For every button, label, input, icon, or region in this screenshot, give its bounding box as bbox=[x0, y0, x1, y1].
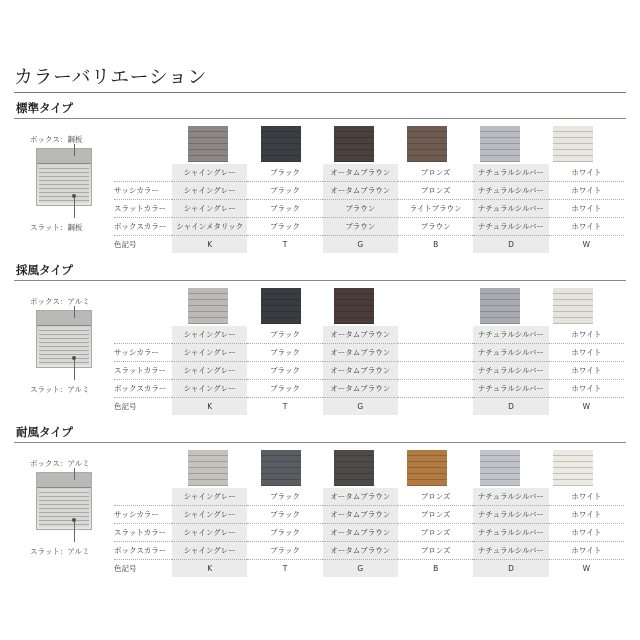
table-cell: B bbox=[433, 240, 439, 249]
row-label: サッシカラー bbox=[114, 344, 172, 362]
table-row bbox=[114, 488, 624, 506]
leader-line bbox=[74, 144, 75, 156]
section-1 bbox=[14, 100, 626, 119]
table-cell: ホワイト bbox=[549, 524, 624, 542]
table-cell: K bbox=[172, 236, 247, 254]
table-cell: ホワイト bbox=[549, 488, 624, 506]
row-label bbox=[114, 164, 172, 182]
table-cell: G bbox=[323, 236, 398, 254]
color-swatch bbox=[188, 450, 228, 486]
table-row bbox=[114, 182, 624, 200]
section-title: 標準タイプ bbox=[16, 101, 73, 115]
leader-dot bbox=[72, 356, 76, 360]
row-label: ボックスカラー bbox=[114, 218, 172, 236]
leader-line bbox=[74, 520, 75, 542]
table-cell: ホワイト bbox=[549, 218, 624, 236]
row-label bbox=[114, 326, 172, 344]
table-cell: ナチュラルシルバー bbox=[473, 218, 548, 236]
table-cell: ナチュラルシルバー bbox=[473, 200, 548, 218]
color-table bbox=[114, 164, 624, 253]
table-cell: シャイングレー bbox=[172, 542, 247, 560]
shutter-image bbox=[36, 472, 92, 530]
table-cell: オータムブラウン bbox=[323, 344, 398, 362]
box-material-label: ボックス：アルミ bbox=[30, 297, 90, 306]
shutter-image bbox=[36, 148, 92, 206]
shutter-image bbox=[36, 310, 92, 368]
table-cell: シャイングレー bbox=[172, 362, 247, 380]
row-label: 色記号 bbox=[114, 564, 137, 573]
row-label: ボックスカラー bbox=[114, 380, 172, 398]
table-cell: ホワイト bbox=[549, 506, 624, 524]
row-label bbox=[114, 488, 172, 506]
leader-line bbox=[74, 196, 75, 218]
row-label: 色記号 bbox=[114, 402, 137, 411]
table-cell bbox=[398, 380, 473, 398]
table-cell: ナチュラルシルバー bbox=[473, 326, 548, 344]
table-cell: オータムブラウン bbox=[323, 506, 398, 524]
row-label: ボックスカラー bbox=[114, 542, 172, 560]
table-cell: オータムブラウン bbox=[323, 326, 398, 344]
table-cell: D bbox=[473, 560, 548, 578]
product-illustration bbox=[22, 292, 96, 402]
table-cell: W bbox=[582, 240, 591, 249]
table-cell bbox=[398, 344, 473, 362]
table-cell: オータムブラウン bbox=[323, 164, 398, 182]
table-cell: ブロンズ bbox=[398, 542, 473, 560]
row-label: サッシカラー bbox=[114, 182, 172, 200]
table-cell: ブロンズ bbox=[398, 524, 473, 542]
table-cell: シャイングレー bbox=[172, 326, 247, 344]
table-cell: ブラック bbox=[247, 182, 322, 200]
color-swatch bbox=[553, 288, 593, 324]
table-cell: シャイングレー bbox=[172, 344, 247, 362]
table-cell: オータムブラウン bbox=[323, 488, 398, 506]
color-swatch bbox=[480, 126, 520, 162]
table-cell: ナチュラルシルバー bbox=[473, 182, 548, 200]
table-cell: ブラック bbox=[247, 524, 322, 542]
table-row bbox=[114, 236, 624, 254]
table-cell: ホワイト bbox=[549, 542, 624, 560]
table-cell: ナチュラルシルバー bbox=[473, 542, 548, 560]
color-swatch bbox=[188, 288, 228, 324]
table-cell: K bbox=[172, 398, 247, 416]
table-cell: シャイングレー bbox=[172, 380, 247, 398]
color-swatch bbox=[334, 288, 374, 324]
table-cell: シャインメタリック bbox=[172, 218, 247, 236]
table-cell: シャイングレー bbox=[172, 182, 247, 200]
table-row bbox=[114, 326, 624, 344]
color-swatch bbox=[334, 450, 374, 486]
leader-line bbox=[74, 468, 75, 480]
table-row bbox=[114, 398, 624, 416]
table-cell: ブロンズ bbox=[398, 182, 473, 200]
row-label: スラットカラー bbox=[114, 362, 172, 380]
slat-material-label: スラット：アルミ bbox=[30, 385, 90, 394]
table-cell: ホワイト bbox=[549, 164, 624, 182]
title-divider bbox=[14, 92, 626, 93]
leader-dot bbox=[72, 518, 76, 522]
table-cell: T bbox=[282, 402, 288, 411]
color-swatch bbox=[188, 126, 228, 162]
row-label: サッシカラー bbox=[114, 506, 172, 524]
table-cell: D bbox=[473, 398, 548, 416]
color-swatch bbox=[407, 126, 447, 162]
table-cell: ナチュラルシルバー bbox=[473, 488, 548, 506]
color-swatch bbox=[553, 450, 593, 486]
color-swatch bbox=[261, 450, 301, 486]
table-cell: シャイングレー bbox=[172, 524, 247, 542]
table-cell: シャイングレー bbox=[172, 488, 247, 506]
slat-material-label: スラット：アルミ bbox=[30, 547, 90, 556]
table-cell: G bbox=[323, 398, 398, 416]
table-cell: オータムブラウン bbox=[323, 524, 398, 542]
table-cell: ホワイト bbox=[549, 380, 624, 398]
row-label: 色記号 bbox=[114, 240, 137, 249]
section-divider bbox=[14, 280, 626, 281]
leader-dot bbox=[72, 194, 76, 198]
table-cell bbox=[398, 326, 473, 344]
box-material-label: ボックス：アルミ bbox=[30, 459, 90, 468]
table-cell: オータムブラウン bbox=[323, 182, 398, 200]
table-cell: ブラウン bbox=[323, 200, 398, 218]
table-cell: K bbox=[172, 560, 247, 578]
box-material-label: ボックス：鋼板 bbox=[30, 135, 83, 144]
table-cell: ナチュラルシルバー bbox=[473, 506, 548, 524]
table-cell: ブラック bbox=[247, 542, 322, 560]
section-title: 採風タイプ bbox=[16, 263, 73, 277]
color-swatch bbox=[334, 126, 374, 162]
table-cell: W bbox=[582, 402, 591, 411]
table-cell: G bbox=[323, 560, 398, 578]
table-cell: ブラック bbox=[247, 506, 322, 524]
table-cell: ホワイト bbox=[549, 326, 624, 344]
table-row bbox=[114, 506, 624, 524]
table-cell: ナチュラルシルバー bbox=[473, 524, 548, 542]
table-cell: ブロンズ bbox=[398, 488, 473, 506]
table-cell: オータムブラウン bbox=[323, 380, 398, 398]
table-cell: シャイングレー bbox=[172, 506, 247, 524]
table-cell: T bbox=[282, 240, 288, 249]
table-cell: ブラック bbox=[247, 164, 322, 182]
section-title: 耐風タイプ bbox=[16, 425, 73, 439]
table-cell: シャイングレー bbox=[172, 200, 247, 218]
table-cell: ブラウン bbox=[323, 218, 398, 236]
table-row bbox=[114, 362, 624, 380]
table-row bbox=[114, 200, 624, 218]
table-cell: T bbox=[282, 564, 288, 573]
shutter-box bbox=[37, 149, 91, 164]
leader-line bbox=[74, 358, 75, 380]
table-cell: ホワイト bbox=[549, 362, 624, 380]
color-swatch bbox=[261, 126, 301, 162]
table-cell: オータムブラウン bbox=[323, 542, 398, 560]
section-2 bbox=[14, 262, 626, 281]
table-cell: ホワイト bbox=[549, 344, 624, 362]
section-divider bbox=[14, 442, 626, 443]
table-cell: オータムブラウン bbox=[323, 362, 398, 380]
table-row bbox=[114, 218, 624, 236]
table-cell: ブロンズ bbox=[398, 506, 473, 524]
shutter-slats bbox=[39, 489, 89, 527]
table-cell: ライトブラウン bbox=[398, 200, 473, 218]
table-cell: ナチュラルシルバー bbox=[473, 164, 548, 182]
page-title: カラーバリエーション bbox=[14, 66, 207, 88]
table-cell: ブロンズ bbox=[398, 164, 473, 182]
color-swatch bbox=[261, 288, 301, 324]
table-cell: ブラック bbox=[247, 218, 322, 236]
table-cell: ブラック bbox=[247, 380, 322, 398]
row-label: スラットカラー bbox=[114, 200, 172, 218]
table-cell: ブラウン bbox=[398, 218, 473, 236]
table-cell: W bbox=[582, 564, 591, 573]
table-cell: ナチュラルシルバー bbox=[473, 380, 548, 398]
section-3 bbox=[14, 424, 626, 443]
table-cell: ブラック bbox=[247, 488, 322, 506]
table-cell: ブラック bbox=[247, 344, 322, 362]
product-illustration bbox=[22, 130, 96, 240]
product-illustration bbox=[22, 454, 96, 564]
table-cell bbox=[398, 398, 473, 416]
color-swatch bbox=[553, 126, 593, 162]
shutter-slats bbox=[39, 327, 89, 365]
color-table bbox=[114, 488, 624, 577]
table-cell bbox=[398, 362, 473, 380]
table-cell: シャイングレー bbox=[172, 164, 247, 182]
table-cell: ホワイト bbox=[549, 182, 624, 200]
row-label: スラットカラー bbox=[114, 524, 172, 542]
section-divider bbox=[14, 118, 626, 119]
table-cell: ナチュラルシルバー bbox=[473, 362, 548, 380]
table-row bbox=[114, 344, 624, 362]
table-cell: ブラック bbox=[247, 362, 322, 380]
color-swatch bbox=[480, 450, 520, 486]
color-swatch bbox=[407, 450, 447, 486]
table-row bbox=[114, 560, 624, 578]
table-row bbox=[114, 524, 624, 542]
table-row bbox=[114, 380, 624, 398]
table-cell: ホワイト bbox=[549, 200, 624, 218]
leader-line bbox=[74, 306, 75, 318]
color-table bbox=[114, 326, 624, 415]
table-cell: ブラック bbox=[247, 326, 322, 344]
shutter-slats bbox=[39, 165, 89, 203]
shutter-box bbox=[37, 311, 91, 326]
table-row bbox=[114, 542, 624, 560]
table-row bbox=[114, 164, 624, 182]
table-cell: D bbox=[473, 236, 548, 254]
slat-material-label: スラット：鋼板 bbox=[30, 223, 83, 232]
shutter-box bbox=[37, 473, 91, 488]
table-cell: B bbox=[433, 564, 439, 573]
table-cell: ブラック bbox=[247, 200, 322, 218]
color-swatch bbox=[480, 288, 520, 324]
table-cell: ナチュラルシルバー bbox=[473, 344, 548, 362]
